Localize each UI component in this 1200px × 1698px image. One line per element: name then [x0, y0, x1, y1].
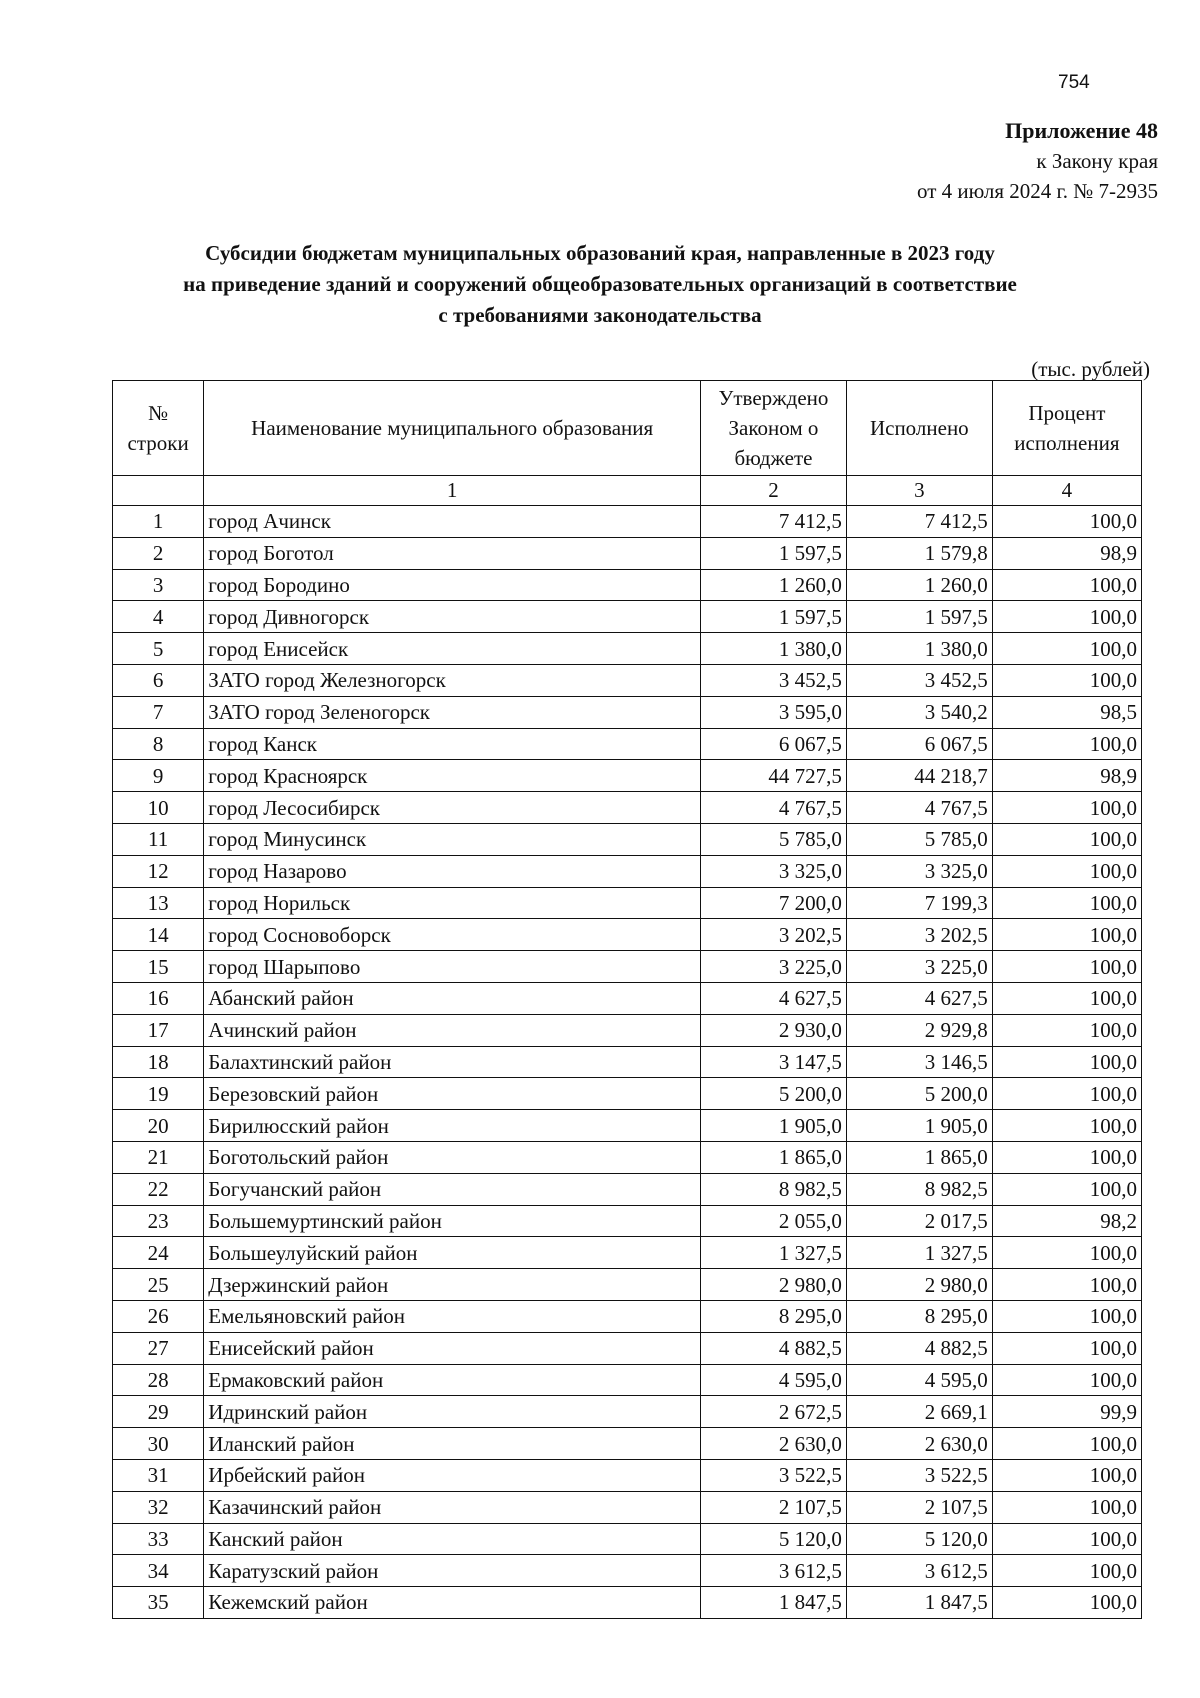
table-row — [113, 1110, 1142, 1142]
execution-percent: 100,0 — [992, 1364, 1141, 1396]
column-number-2: 2 — [701, 476, 847, 506]
row-number: 31 — [113, 1459, 204, 1491]
execution-percent: 100,0 — [992, 1110, 1141, 1142]
header-approved: Утверждено Законом о бюджете — [701, 381, 847, 476]
approved-amount: 5 785,0 — [701, 823, 847, 855]
approved-amount: 4 882,5 — [701, 1332, 847, 1364]
row-number: 33 — [113, 1523, 204, 1555]
municipality-name: город Канск — [204, 728, 701, 760]
execution-percent: 100,0 — [992, 664, 1141, 696]
executed-amount: 1 260,0 — [846, 569, 992, 601]
executed-amount: 1 847,5 — [846, 1587, 992, 1619]
row-number: 2 — [113, 537, 204, 569]
row-number: 22 — [113, 1173, 204, 1205]
execution-percent: 100,0 — [992, 569, 1141, 601]
execution-percent: 100,0 — [992, 1491, 1141, 1523]
row-number: 18 — [113, 1046, 204, 1078]
table-row — [113, 728, 1142, 760]
executed-amount: 5 200,0 — [846, 1078, 992, 1110]
approved-amount: 7 200,0 — [701, 887, 847, 919]
approved-amount: 1 327,5 — [701, 1237, 847, 1269]
executed-amount: 2 107,5 — [846, 1491, 992, 1523]
table-row — [113, 696, 1142, 728]
execution-percent: 100,0 — [992, 792, 1141, 824]
municipality-name: Каратузский район — [204, 1555, 701, 1587]
execution-percent: 99,9 — [992, 1396, 1141, 1428]
row-number: 26 — [113, 1300, 204, 1332]
execution-percent: 100,0 — [992, 982, 1141, 1014]
approved-amount: 3 202,5 — [701, 919, 847, 951]
executed-amount: 3 225,0 — [846, 951, 992, 983]
approved-amount: 2 672,5 — [701, 1396, 847, 1428]
executed-amount: 1 579,8 — [846, 537, 992, 569]
row-number: 8 — [113, 728, 204, 760]
table-row — [113, 633, 1142, 665]
header-percent: Процент исполнения — [992, 381, 1141, 476]
execution-percent: 100,0 — [992, 506, 1141, 538]
row-number: 19 — [113, 1078, 204, 1110]
table-row — [113, 1491, 1142, 1523]
row-number: 3 — [113, 569, 204, 601]
document-title-line-1: Субсидии бюджетам муниципальных образований края, направленные в 2023 году — [205, 241, 995, 265]
executed-amount: 7 412,5 — [846, 506, 992, 538]
approved-amount: 2 107,5 — [701, 1491, 847, 1523]
table-row — [113, 919, 1142, 951]
executed-amount: 4 627,5 — [846, 982, 992, 1014]
executed-amount: 3 540,2 — [846, 696, 992, 728]
table-row — [113, 1300, 1142, 1332]
appendix-law-date: от 4 июля 2024 г. № 7-2935 — [917, 179, 1158, 203]
row-number: 23 — [113, 1205, 204, 1237]
municipality-name: Богучанский район — [204, 1173, 701, 1205]
municipality-name: Боготольский район — [204, 1141, 701, 1173]
subsidies-table — [112, 380, 1142, 1619]
executed-amount: 1 865,0 — [846, 1141, 992, 1173]
executed-amount: 2 630,0 — [846, 1428, 992, 1460]
approved-amount: 4 595,0 — [701, 1364, 847, 1396]
execution-percent: 100,0 — [992, 1555, 1141, 1587]
executed-amount: 44 218,7 — [846, 760, 992, 792]
executed-amount: 8 295,0 — [846, 1300, 992, 1332]
municipality-name: Большемуртинский район — [204, 1205, 701, 1237]
approved-amount: 4 627,5 — [701, 982, 847, 1014]
row-number: 15 — [113, 951, 204, 983]
table-row — [113, 1014, 1142, 1046]
table-row — [113, 792, 1142, 824]
municipality-name: город Дивногорск — [204, 601, 701, 633]
approved-amount: 2 055,0 — [701, 1205, 847, 1237]
municipality-name: город Бородино — [204, 569, 701, 601]
table-row — [113, 1428, 1142, 1460]
executed-amount: 3 612,5 — [846, 1555, 992, 1587]
municipality-name: Абанский район — [204, 982, 701, 1014]
approved-amount: 1 847,5 — [701, 1587, 847, 1619]
executed-amount: 1 327,5 — [846, 1237, 992, 1269]
approved-amount: 1 865,0 — [701, 1141, 847, 1173]
table-column-numbers-row — [113, 476, 1142, 506]
execution-percent: 100,0 — [992, 1269, 1141, 1301]
executed-amount: 2 669,1 — [846, 1396, 992, 1428]
municipality-name: Ачинский район — [204, 1014, 701, 1046]
execution-percent: 100,0 — [992, 855, 1141, 887]
header-row-number: № строки — [113, 381, 204, 476]
table-row — [113, 1523, 1142, 1555]
municipality-name: город Ачинск — [204, 506, 701, 538]
table-row — [113, 1141, 1142, 1173]
execution-percent: 98,9 — [992, 760, 1141, 792]
column-number-3: 3 — [846, 476, 992, 506]
municipality-name: город Енисейск — [204, 633, 701, 665]
table-row — [113, 1555, 1142, 1587]
municipality-name: город Лесосибирск — [204, 792, 701, 824]
approved-amount: 2 630,0 — [701, 1428, 847, 1460]
execution-percent: 100,0 — [992, 1300, 1141, 1332]
approved-amount: 7 412,5 — [701, 506, 847, 538]
municipality-name: город Назарово — [204, 855, 701, 887]
table-row — [113, 1046, 1142, 1078]
municipality-name: Ермаковский район — [204, 1364, 701, 1396]
row-number: 1 — [113, 506, 204, 538]
municipality-name: Енисейский район — [204, 1332, 701, 1364]
table-row — [113, 537, 1142, 569]
executed-amount: 4 595,0 — [846, 1364, 992, 1396]
row-number: 21 — [113, 1141, 204, 1173]
row-number: 28 — [113, 1364, 204, 1396]
table-body — [113, 506, 1142, 1619]
executed-amount: 1 380,0 — [846, 633, 992, 665]
approved-amount: 3 595,0 — [701, 696, 847, 728]
row-number: 35 — [113, 1587, 204, 1619]
row-number: 20 — [113, 1110, 204, 1142]
approved-amount: 6 067,5 — [701, 728, 847, 760]
approved-amount: 3 147,5 — [701, 1046, 847, 1078]
table-row — [113, 601, 1142, 633]
municipality-name: город Минусинск — [204, 823, 701, 855]
execution-percent: 100,0 — [992, 1173, 1141, 1205]
approved-amount: 44 727,5 — [701, 760, 847, 792]
table-row — [113, 1396, 1142, 1428]
approved-amount: 3 522,5 — [701, 1459, 847, 1491]
execution-percent: 100,0 — [992, 633, 1141, 665]
approved-amount: 5 120,0 — [701, 1523, 847, 1555]
approved-amount: 1 597,5 — [701, 537, 847, 569]
approved-amount: 3 325,0 — [701, 855, 847, 887]
row-number: 24 — [113, 1237, 204, 1269]
municipality-name: Дзержинский район — [204, 1269, 701, 1301]
approved-amount: 2 930,0 — [701, 1014, 847, 1046]
header-executed: Исполнено — [846, 381, 992, 476]
table-row — [113, 1587, 1142, 1619]
table-row — [113, 1078, 1142, 1110]
approved-amount: 8 982,5 — [701, 1173, 847, 1205]
execution-percent: 100,0 — [992, 823, 1141, 855]
row-number: 34 — [113, 1555, 204, 1587]
table-row — [113, 1173, 1142, 1205]
document-title — [60, 238, 1140, 331]
row-number: 32 — [113, 1491, 204, 1523]
row-number: 29 — [113, 1396, 204, 1428]
row-number: 6 — [113, 664, 204, 696]
execution-percent: 100,0 — [992, 728, 1141, 760]
execution-percent: 98,5 — [992, 696, 1141, 728]
municipality-name: Казачинский район — [204, 1491, 701, 1523]
table-row — [113, 823, 1142, 855]
row-number: 9 — [113, 760, 204, 792]
executed-amount: 3 146,5 — [846, 1046, 992, 1078]
table-row — [113, 1205, 1142, 1237]
executed-amount: 8 982,5 — [846, 1173, 992, 1205]
approved-amount: 1 380,0 — [701, 633, 847, 665]
municipality-name: город Сосновоборск — [204, 919, 701, 951]
table-row — [113, 1269, 1142, 1301]
document-title-line-3: с требованиями законодательства — [438, 303, 762, 327]
municipality-name: Большеулуйский район — [204, 1237, 701, 1269]
execution-percent: 100,0 — [992, 1428, 1141, 1460]
row-number: 5 — [113, 633, 204, 665]
table-header-row — [113, 381, 1142, 476]
row-number: 14 — [113, 919, 204, 951]
executed-amount: 2 017,5 — [846, 1205, 992, 1237]
municipality-name: город Шарыпово — [204, 951, 701, 983]
row-number: 30 — [113, 1428, 204, 1460]
row-number: 7 — [113, 696, 204, 728]
executed-amount: 3 325,0 — [846, 855, 992, 887]
appendix-title: Приложение 48 — [1005, 118, 1158, 143]
executed-amount: 1 597,5 — [846, 601, 992, 633]
execution-percent: 100,0 — [992, 1078, 1141, 1110]
page-number: 754 — [1058, 72, 1090, 93]
table-row — [113, 887, 1142, 919]
municipality-name: Балахтинский район — [204, 1046, 701, 1078]
row-number: 11 — [113, 823, 204, 855]
row-number: 17 — [113, 1014, 204, 1046]
approved-amount: 1 905,0 — [701, 1110, 847, 1142]
municipality-name: Кежемский район — [204, 1587, 701, 1619]
execution-percent: 100,0 — [992, 919, 1141, 951]
approved-amount: 1 260,0 — [701, 569, 847, 601]
municipality-name: город Боготол — [204, 537, 701, 569]
table-row — [113, 1332, 1142, 1364]
executed-amount: 4 882,5 — [846, 1332, 992, 1364]
municipality-name: Иланский район — [204, 1428, 701, 1460]
approved-amount: 8 295,0 — [701, 1300, 847, 1332]
row-number: 13 — [113, 887, 204, 919]
execution-percent: 100,0 — [992, 1587, 1141, 1619]
execution-percent: 100,0 — [992, 951, 1141, 983]
municipality-name: город Норильск — [204, 887, 701, 919]
row-number: 27 — [113, 1332, 204, 1364]
executed-amount: 3 202,5 — [846, 919, 992, 951]
executed-amount: 1 905,0 — [846, 1110, 992, 1142]
executed-amount: 6 067,5 — [846, 728, 992, 760]
row-number: 25 — [113, 1269, 204, 1301]
header-municipality-name: Наименование муниципального образования — [204, 381, 701, 476]
table-row — [113, 760, 1142, 792]
table-row — [113, 1364, 1142, 1396]
column-number-blank — [113, 476, 204, 506]
municipality-name: ЗАТО город Железногорск — [204, 664, 701, 696]
table-row — [113, 506, 1142, 538]
document-title-line-2: на приведение зданий и сооружений общеобразовательных организаций в соответствие — [183, 272, 1017, 296]
table-row — [113, 569, 1142, 601]
executed-amount: 7 199,3 — [846, 887, 992, 919]
approved-amount: 3 452,5 — [701, 664, 847, 696]
municipality-name: Бирилюсский район — [204, 1110, 701, 1142]
approved-amount: 3 225,0 — [701, 951, 847, 983]
table-row — [113, 982, 1142, 1014]
municipality-name: Идринский район — [204, 1396, 701, 1428]
table-row — [113, 664, 1142, 696]
municipality-name: город Красноярск — [204, 760, 701, 792]
executed-amount: 2 980,0 — [846, 1269, 992, 1301]
execution-percent: 100,0 — [992, 1014, 1141, 1046]
table-row — [113, 1237, 1142, 1269]
municipality-name: Березовский район — [204, 1078, 701, 1110]
units-label: (тыс. рублей) — [1031, 357, 1150, 381]
approved-amount: 1 597,5 — [701, 601, 847, 633]
executed-amount: 5 785,0 — [846, 823, 992, 855]
approved-amount: 3 612,5 — [701, 1555, 847, 1587]
row-number: 10 — [113, 792, 204, 824]
executed-amount: 3 522,5 — [846, 1459, 992, 1491]
row-number: 16 — [113, 982, 204, 1014]
appendix-block — [917, 116, 1158, 206]
row-number: 4 — [113, 601, 204, 633]
table-row — [113, 855, 1142, 887]
municipality-name: ЗАТО город Зеленогорск — [204, 696, 701, 728]
executed-amount: 3 452,5 — [846, 664, 992, 696]
approved-amount: 2 980,0 — [701, 1269, 847, 1301]
execution-percent: 100,0 — [992, 601, 1141, 633]
execution-percent: 100,0 — [992, 1523, 1141, 1555]
column-number-1: 1 — [204, 476, 701, 506]
municipality-name: Ирбейский район — [204, 1459, 701, 1491]
execution-percent: 100,0 — [992, 1237, 1141, 1269]
executed-amount: 2 929,8 — [846, 1014, 992, 1046]
execution-percent: 100,0 — [992, 1141, 1141, 1173]
row-number: 12 — [113, 855, 204, 887]
execution-percent: 98,9 — [992, 537, 1141, 569]
execution-percent: 100,0 — [992, 887, 1141, 919]
execution-percent: 98,2 — [992, 1205, 1141, 1237]
execution-percent: 100,0 — [992, 1332, 1141, 1364]
municipality-name: Канский район — [204, 1523, 701, 1555]
executed-amount: 5 120,0 — [846, 1523, 992, 1555]
table-row — [113, 1459, 1142, 1491]
approved-amount: 5 200,0 — [701, 1078, 847, 1110]
column-number-4: 4 — [992, 476, 1141, 506]
table-row — [113, 951, 1142, 983]
appendix-law-ref: к Закону края — [1036, 149, 1158, 173]
executed-amount: 4 767,5 — [846, 792, 992, 824]
execution-percent: 100,0 — [992, 1046, 1141, 1078]
approved-amount: 4 767,5 — [701, 792, 847, 824]
execution-percent: 100,0 — [992, 1459, 1141, 1491]
municipality-name: Емельяновский район — [204, 1300, 701, 1332]
